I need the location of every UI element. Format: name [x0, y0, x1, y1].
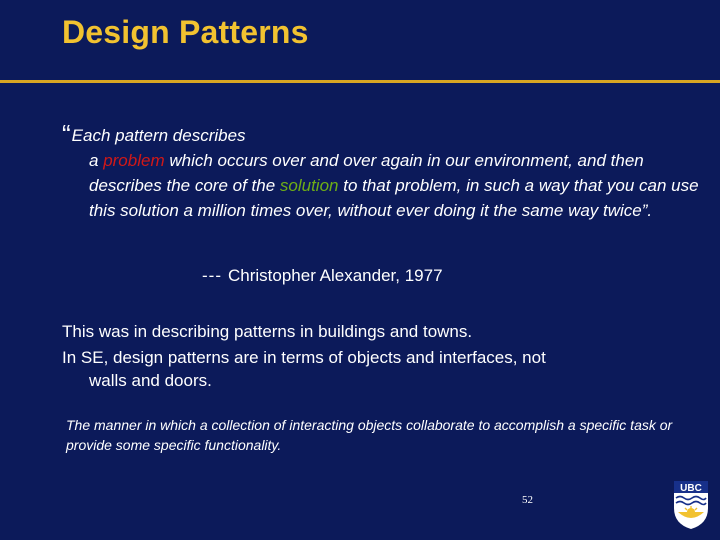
- title-divider: [0, 80, 720, 83]
- paragraph-se: [62, 346, 692, 392]
- quote-first-line: [62, 119, 702, 149]
- quote-line-1: Each pattern describes: [71, 126, 246, 145]
- paragraph-se-line-1: In SE, design patterns are in terms of objects and interfaces, not: [62, 348, 546, 367]
- quote-body: [89, 148, 702, 223]
- quote-post-solution: to that problem, in such a way that you can use this solution a million times over, without ever doing it the same way twice”.: [89, 176, 699, 220]
- attribution-text: Christopher Alexander, 1977: [227, 266, 443, 285]
- quote-pre-problem: a: [89, 151, 104, 170]
- paragraph-buildings: This was in describing patterns in buildings and towns.: [62, 322, 473, 341]
- paragraph-se-line-2: walls and doors.: [89, 371, 212, 390]
- slide-title: Design Patterns: [62, 14, 309, 50]
- attribution-dashes: ---: [202, 266, 222, 285]
- quote-problem-highlight: problem: [103, 151, 165, 170]
- quote-attribution: [202, 266, 443, 286]
- quote-block: [62, 119, 702, 223]
- page-number: 52: [522, 494, 533, 506]
- quote-open-mark: “: [62, 119, 71, 149]
- ubc-logo: [670, 478, 712, 530]
- quote-solution-highlight: solution: [279, 176, 339, 195]
- quote-post-problem: which occurs over and over again in our environment, and then describes the core of the: [89, 151, 644, 195]
- logo-text: UBC: [680, 483, 702, 494]
- definition-text: The manner in which a collection of interacting objects collaborate to accomplish a specific task or provide some specific functionality.: [66, 417, 673, 453]
